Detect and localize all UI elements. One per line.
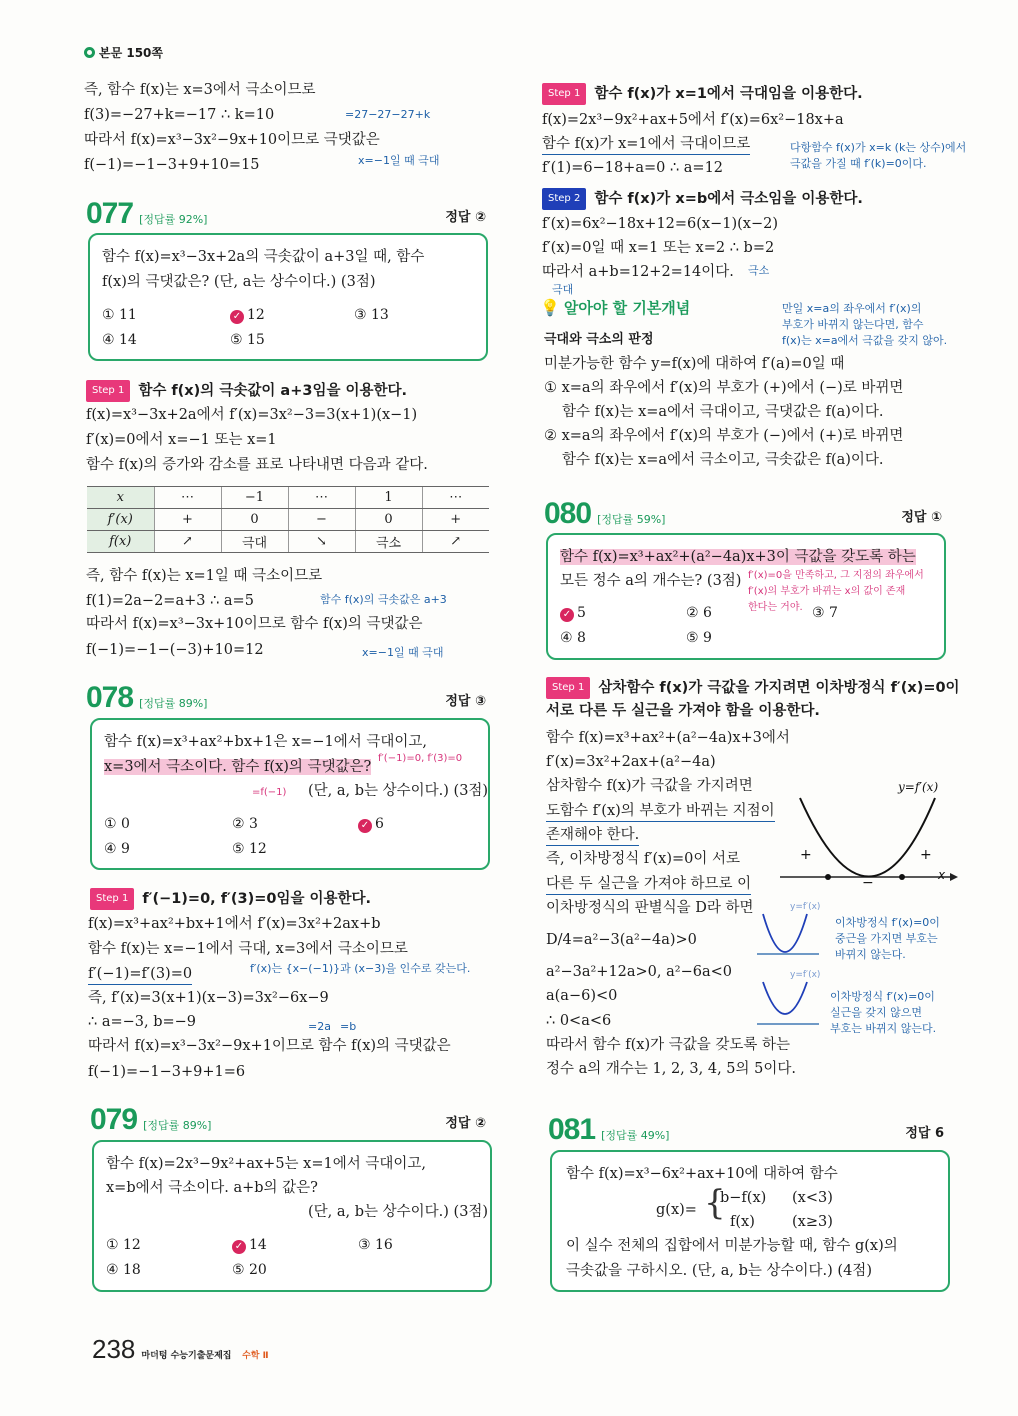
question-box-081: 함수 f(x)=x³−6x²+ax+10에 대하여 함수 g(x)= { b−f(x) (x<3) f(x) (x≥3) 이 실수 전체의 집합에서 미분가능할 때, 함수 g(x)의 극솟값을 구하시오. (단, a, b는 상수이다.) (4점) — [550, 1150, 950, 1292]
step1-badge: Step 1 — [86, 380, 130, 402]
choice[interactable]: ④ 8 — [560, 630, 586, 646]
question-box-078: 함수 f(x)=x³+ax²+bx+1은 x=−1에서 극대이고, f′(−1)=0, f′(3)=0 x=3에서 극소이다. 함수 f(x)의 극댓값은? =f(−1) (단, a, b는 상수이다.) (3점) ① 0 ② 3 ✓ 6 ④ 9 ⑤ 12 — [90, 718, 490, 870]
question-box-080: 함수 f(x)=x³+ax²+(a²−4a)x+3이 극값을 갖도록 하는 모든 정수 a의 개수는? (3점) f′(x)=0을 만족하고, 그 지점의 좌우에서 f′(x)의 부호가 바뀌는 x의 값이 존재 한다는 거야. ✓ 5 ② 6 ③ 7 ④ 8 ⑤ 9 — [546, 533, 946, 660]
choice[interactable]: ① 11 — [102, 307, 137, 323]
step1-badge: Step 1 — [542, 83, 586, 105]
choice[interactable]: ② 6 — [686, 605, 712, 621]
choice[interactable]: ③ 13 — [354, 307, 389, 323]
choice[interactable]: ④ 9 — [104, 841, 130, 857]
choice[interactable]: ⑤ 20 — [232, 1262, 267, 1278]
step1-badge: Step 1 — [90, 888, 134, 910]
problem-header-080: 080 [정답률 59%] 정답 ① — [544, 497, 942, 530]
lightbulb-icon: 💡 — [540, 298, 560, 317]
choice[interactable]: ④ 14 — [102, 332, 137, 348]
check-mark-icon: ✓ — [358, 819, 372, 833]
step2-badge: Step 2 — [542, 188, 586, 210]
page-footer: 238 마더텅 수능기출문제집 수학 Ⅱ — [92, 1334, 269, 1364]
problem-header-078: 078 [정답률 89%] 정답 ③ — [86, 681, 486, 714]
brace: { — [704, 1183, 726, 1223]
choice[interactable]: ② 3 — [232, 816, 258, 832]
choice[interactable]: ③ 16 — [358, 1237, 393, 1253]
question-box-079: 함수 f(x)=2x³−9x²+ax+5는 x=1에서 극대이고, x=b에서 극소이다. a+b의 값은? (단, a, b는 상수이다.) (3점) ① 12 ✓ 14 ③ 16 ④ 18 ⑤ 20 — [92, 1140, 492, 1292]
choice-checked[interactable]: ✓ 12 — [230, 307, 265, 324]
choice-checked[interactable]: ✓ 5 — [560, 605, 586, 622]
check-mark-icon: ✓ — [232, 1240, 246, 1254]
choice[interactable]: ① 0 — [104, 816, 130, 832]
answer-label: 정답 6 — [905, 1126, 944, 1141]
choice-checked[interactable]: ✓ 14 — [232, 1237, 267, 1254]
choice[interactable]: ① 12 — [106, 1237, 141, 1253]
problem-header-081: 081 [정답률 49%] 정답 6 — [548, 1113, 944, 1146]
problem-header-079: 079 [정답률 89%] 정답 ② — [90, 1103, 486, 1136]
choice[interactable]: ⑤ 12 — [232, 841, 267, 857]
choice[interactable]: ⑤ 9 — [686, 630, 712, 646]
question-box-077: 함수 f(x)=x³−3x+2a의 극솟값이 a+3일 때, 함수 f(x)의 극댓값은? (단, a는 상수이다.) (3점) ① 11 ✓ 12 ③ 13 ④ 14 ⑤ 15 — [88, 233, 488, 361]
answer-label: 정답 ② — [445, 210, 486, 225]
variation-table: x ⋯ −1 ⋯ 1 ⋯ f′(x) + 0 − 0 + f(x) ↗ 극대 ↘ 극소 ↗ — [87, 486, 489, 553]
answer-label: 정답 ③ — [445, 694, 486, 709]
choice[interactable]: ⑤ 15 — [230, 332, 265, 348]
mini-graph-no-root — [755, 980, 825, 1030]
green-circle-icon — [84, 47, 95, 58]
answer-label: 정답 ② — [445, 1116, 486, 1131]
choice-checked[interactable]: ✓ 6 — [358, 816, 384, 833]
check-mark-icon: ✓ — [230, 310, 244, 324]
choice[interactable]: ④ 18 — [106, 1262, 141, 1278]
page-reference: 본문 150쪽 — [84, 44, 163, 61]
problem-header-077: 077 [정답률 92%] 정답 ② — [86, 197, 486, 230]
step1-badge: Step 1 — [546, 677, 590, 699]
answer-label: 정답 ① — [901, 510, 942, 525]
check-mark-icon: ✓ — [560, 608, 574, 622]
mini-graph-double-root — [755, 910, 825, 960]
choice[interactable]: ③ 7 — [812, 605, 838, 621]
